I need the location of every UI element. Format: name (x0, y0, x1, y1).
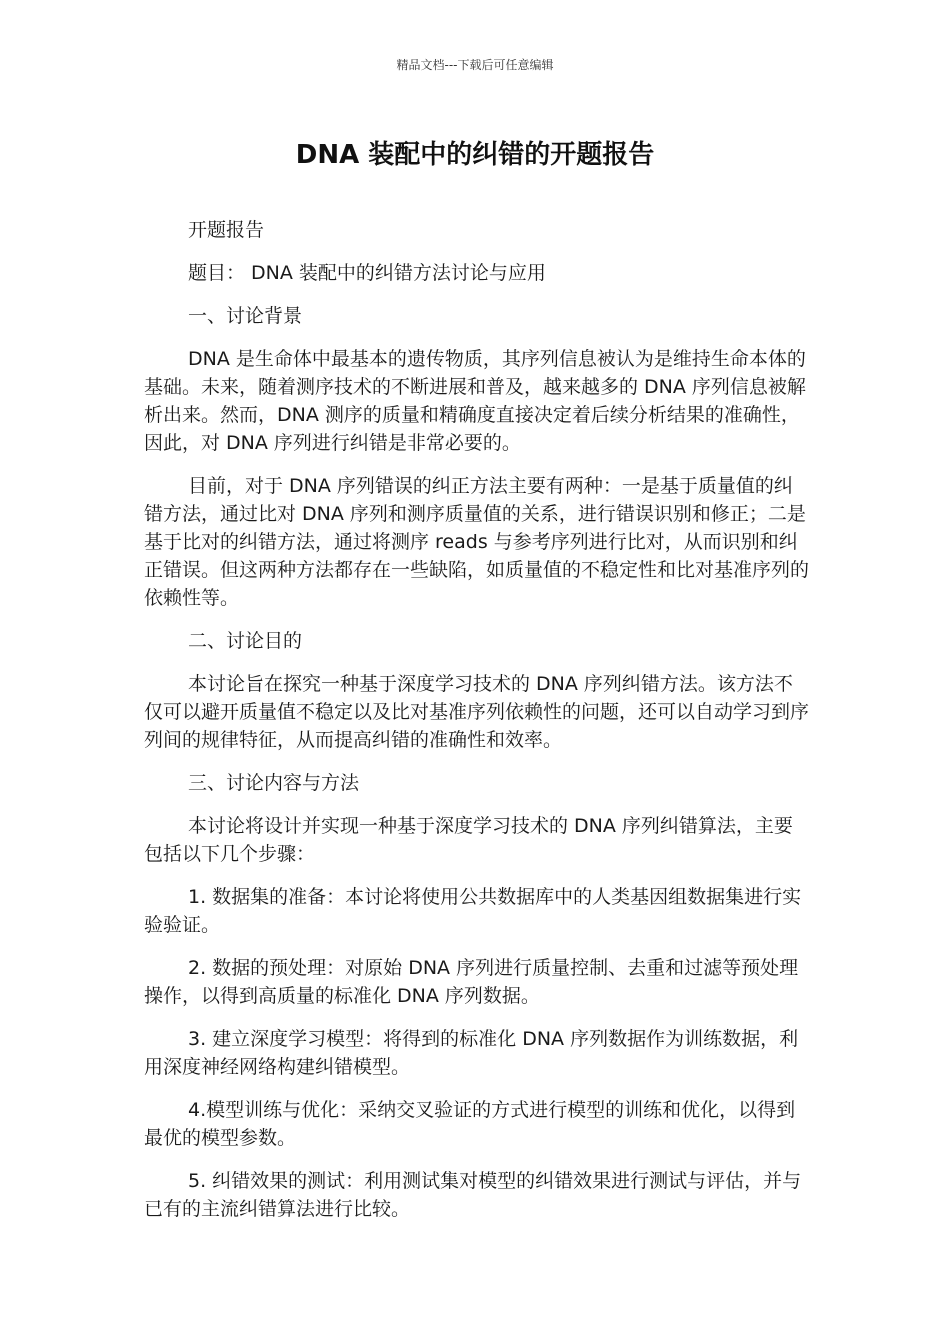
step-item-3: 3. 建立深度学习模型：将得到的标准化 DNA 序列数据作为训练数据，利用深度神经网络构建纠错模型。 (144, 1028, 799, 1078)
paragraph-purpose-1: 本讨论旨在探究一种基于深度学习技术的 DNA 序列纠错方法。该方法不仅可以避开质量值不稳定以及比对基准序列依赖性的问题，还可以自动学习到序列间的规律特征，从而提高纠错的准确性和效率。 (144, 673, 810, 751)
document-body (144, 216, 810, 1238)
section-heading-background: 一、讨论背景 (188, 305, 303, 327)
step-item-2: 2. 数据的预处理：对原始 DNA 序列进行质量控制、去重和过滤等预处理操作，以得到高质量的标准化 DNA 序列数据。 (144, 957, 799, 1007)
subject-line: 题目： DNA 装配中的纠错方法讨论与应用 (188, 262, 546, 284)
step-item-5: 5. 纠错效果的测试：利用测试集对模型的纠错效果进行测试与评估，并与已有的主流纠错算法进行比较。 (144, 1170, 802, 1220)
step-item-1: 1. 数据集的准备：本讨论将使用公共数据库中的人类基因组数据集进行实验验证。 (144, 886, 802, 936)
section-heading-purpose: 二、讨论目的 (188, 630, 303, 652)
paragraph-background-2: 目前，对于 DNA 序列错误的纠正方法主要有两种：一是基于质量值的纠错方法，通过比对 DNA 序列和测序质量值的关系，进行错误识别和修正；二是基于比对的纠错方法，通过将测序 reads 与参考序列进行比对，从而识别和纠正错误。但这两种方法都存在一些缺陷，如质量值的不稳定性和比对基准序列的依赖性等。 (144, 475, 810, 609)
step-item-4: 4.模型训练与优化：采纳交叉验证的方式进行模型的训练和优化，以得到最优的模型参数。 (144, 1099, 796, 1149)
page-header-note: 精品文档---下载后可任意编辑 (396, 58, 554, 72)
report-label: 开题报告 (188, 219, 265, 241)
section-heading-methods: 三、讨论内容与方法 (188, 772, 360, 794)
paragraph-methods-intro: 本讨论将设计并实现一种基于深度学习技术的 DNA 序列纠错算法，主要包括以下几个步骤： (144, 815, 793, 865)
document-title: DNA 装配中的纠错的开题报告 (295, 140, 655, 170)
paragraph-background-1: DNA 是生命体中最基本的遗传物质，其序列信息被认为是维持生命本体的基础。未来，随着测序技术的不断进展和普及，越来越多的 DNA 序列信息被解析出来。然而，DNA 测序的质量和精确度直接决定着后续分析结果的准确性，因此，对 DNA 序列进行纠错是非常必要的。 (144, 348, 806, 454)
